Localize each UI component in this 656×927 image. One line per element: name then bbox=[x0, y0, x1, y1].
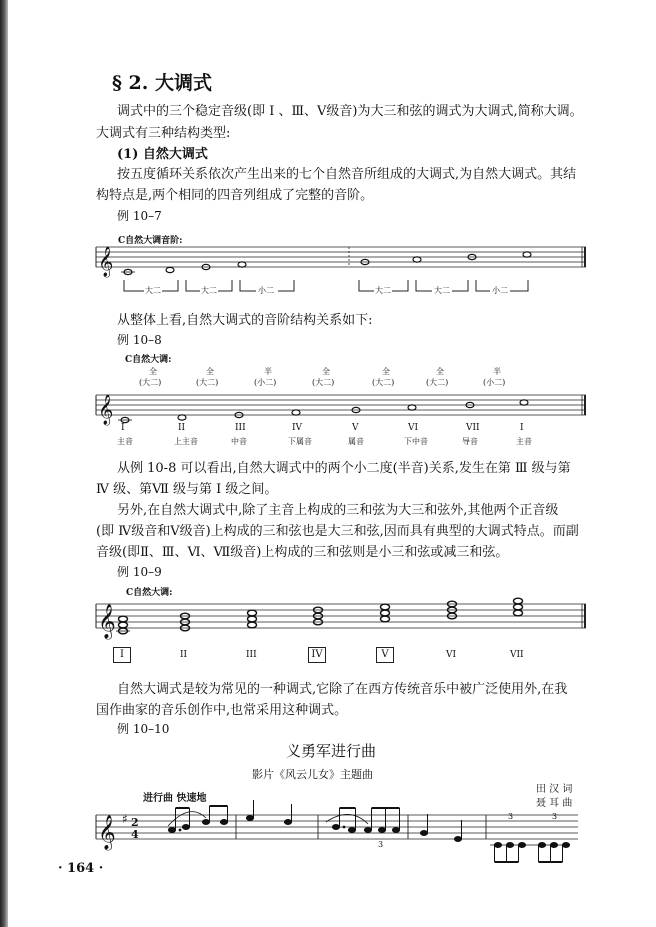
ex8-interval-quality: (大二) bbox=[196, 378, 219, 387]
svg-text:𝄞: 𝄞 bbox=[98, 815, 116, 850]
ex8-interval-quality: (大二) bbox=[426, 378, 449, 387]
example-label-10-10: 例 10–10 bbox=[117, 722, 170, 736]
paragraph-line: 调式中的三个稳定音级(即 Ⅰ 、Ⅲ、Ⅴ级音)为大三和弦的调式为大调式,简称大调。 bbox=[117, 104, 583, 119]
ex8-degree-name: 上主音 bbox=[174, 437, 198, 446]
song-tempo: 进行曲 快速地 bbox=[143, 793, 207, 804]
ex8-degree-numeral: I bbox=[121, 423, 125, 433]
ex8-interval-step: 半 bbox=[493, 367, 501, 376]
svg-text:𝄞: 𝄞 bbox=[98, 604, 116, 639]
ex7-bracket-label: 大二 bbox=[145, 286, 161, 295]
ex8-interval-quality: (大二) bbox=[312, 378, 335, 387]
example-label-10-7: 例 10–7 bbox=[117, 209, 162, 223]
song-title: 义勇军进行曲 bbox=[286, 742, 377, 760]
ex9-key-label: C自然大调: bbox=[126, 588, 173, 598]
paragraph-line: 音级(即Ⅱ、Ⅲ、Ⅵ、Ⅶ级音)上构成的三和弦则是小三和弦或减三和弦。 bbox=[96, 545, 509, 560]
paragraph-line: (即 Ⅳ级音和Ⅴ级音)上构成的三和弦也是大三和弦,因而具有典型的大调式特点。而副 bbox=[96, 524, 579, 539]
paragraph-line: Ⅳ 级、第Ⅶ 级与第 Ⅰ 级之间。 bbox=[96, 482, 278, 497]
triplet-mark: 3 bbox=[552, 812, 558, 821]
svg-text:4: 4 bbox=[131, 828, 139, 841]
ex8-degree-name: 主音 bbox=[117, 437, 133, 446]
paragraph-line: 自然大调式是较为常见的一种调式,它除了在西方传统音乐中被广泛使用外,在我 bbox=[117, 682, 568, 697]
example-label-10-9: 例 10–9 bbox=[117, 565, 162, 579]
ex8-interval-quality: (小二) bbox=[254, 378, 277, 387]
ex8-interval-step: 全 bbox=[206, 367, 214, 376]
paragraph-line: 按五度循环关系依次产生出来的七个自然音所组成的大调式,为自然大调式。其结 bbox=[117, 167, 577, 182]
paragraph-line: 从例 10-8 可以看出,自然大调式中的两个小二度(半音)关系,发生在第 Ⅲ 级与第 bbox=[117, 461, 571, 476]
svg-text:𝄞: 𝄞 bbox=[98, 395, 114, 425]
ex9-chord-degree: VI bbox=[446, 650, 457, 660]
triplet-mark: 3 bbox=[508, 812, 514, 821]
ex7-bracket-label: 大二 bbox=[375, 286, 391, 295]
ex9-chord-degree: III bbox=[246, 650, 257, 660]
ex7-bracket-label: 大二 bbox=[434, 286, 450, 295]
paragraph-line: 国作曲家的音乐创作中,也常采用这种调式。 bbox=[96, 703, 348, 718]
ex8-interval-quality: (大二) bbox=[139, 378, 162, 387]
ex8-degree-numeral: III bbox=[235, 423, 246, 433]
ex9-chord-degree: II bbox=[180, 650, 188, 660]
ex9-chord-degree: I bbox=[113, 647, 131, 663]
ex8-degree-name: 下中音 bbox=[404, 437, 428, 446]
svg-text:𝄞: 𝄞 bbox=[98, 247, 114, 277]
triplet-mark: 3 bbox=[378, 840, 384, 849]
ex9-chord-degree: IV bbox=[308, 647, 326, 663]
ex8-degree-name: 属音 bbox=[348, 437, 364, 446]
svg-text:♯: ♯ bbox=[122, 812, 128, 826]
paragraph-line: 另外,在自然大调式中,除了主音上构成的三和弦为大三和弦外,其他两个正音级 bbox=[117, 503, 559, 518]
ex8-degree-name: 下属音 bbox=[288, 437, 312, 446]
ex8-interval-step: 全 bbox=[149, 367, 157, 376]
ex7-bracket-label: 小二 bbox=[258, 286, 274, 295]
ex9-chord-degree: V bbox=[376, 647, 394, 663]
subsection-title: (1) 自然大调式 bbox=[117, 147, 208, 162]
ex8-interval-step: 全 bbox=[322, 367, 330, 376]
ex8-interval-step: 全 bbox=[382, 367, 390, 376]
ex8-interval-step: 半 bbox=[264, 367, 272, 376]
ex8-degree-numeral: VII bbox=[466, 423, 480, 433]
ex8-degree-numeral: I bbox=[520, 423, 524, 433]
ex8-key-label: C自然大调: bbox=[125, 355, 172, 365]
example-label-10-8: 例 10–8 bbox=[117, 333, 162, 347]
page-number: · 164 · bbox=[58, 861, 104, 876]
ex8-degree-numeral: II bbox=[178, 423, 186, 433]
ex8-degree-name: 中音 bbox=[231, 437, 247, 446]
ex8-degree-numeral: VI bbox=[408, 423, 419, 433]
paragraph-line: 大调式有三种结构类型: bbox=[96, 126, 231, 141]
paragraph-line: 构特点是,两个相同的四音列组成了完整的音阶。 bbox=[96, 188, 374, 203]
ex8-degree-numeral: V bbox=[352, 423, 359, 433]
ex8-degree-name: 导音 bbox=[462, 437, 478, 446]
song-composer: 聂 耳 曲 bbox=[536, 798, 573, 809]
ex7-bracket-label: 大二 bbox=[201, 286, 217, 295]
ex7-scale-label: C自然大调音阶: bbox=[118, 236, 183, 246]
paragraph-line: 从整体上看,自然大调式的音阶结构关系如下: bbox=[117, 313, 373, 328]
ex7-bracket-label: 小二 bbox=[492, 286, 508, 295]
ex8-degree-numeral: IV bbox=[292, 423, 303, 433]
ex8-interval-quality: (小二) bbox=[483, 378, 506, 387]
ex8-interval-step: 全 bbox=[436, 367, 444, 376]
song-lyricist: 田 汉 词 bbox=[536, 784, 573, 795]
ex8-interval-quality: (大二) bbox=[372, 378, 395, 387]
ex9-chord-degree: VII bbox=[510, 650, 524, 660]
section-title: § 2. 大调式 bbox=[112, 72, 213, 94]
svg-text:2: 2 bbox=[131, 816, 139, 829]
ex8-degree-name: 主音 bbox=[516, 437, 532, 446]
song-subtitle: 影片《风云儿女》主题曲 bbox=[252, 768, 373, 781]
